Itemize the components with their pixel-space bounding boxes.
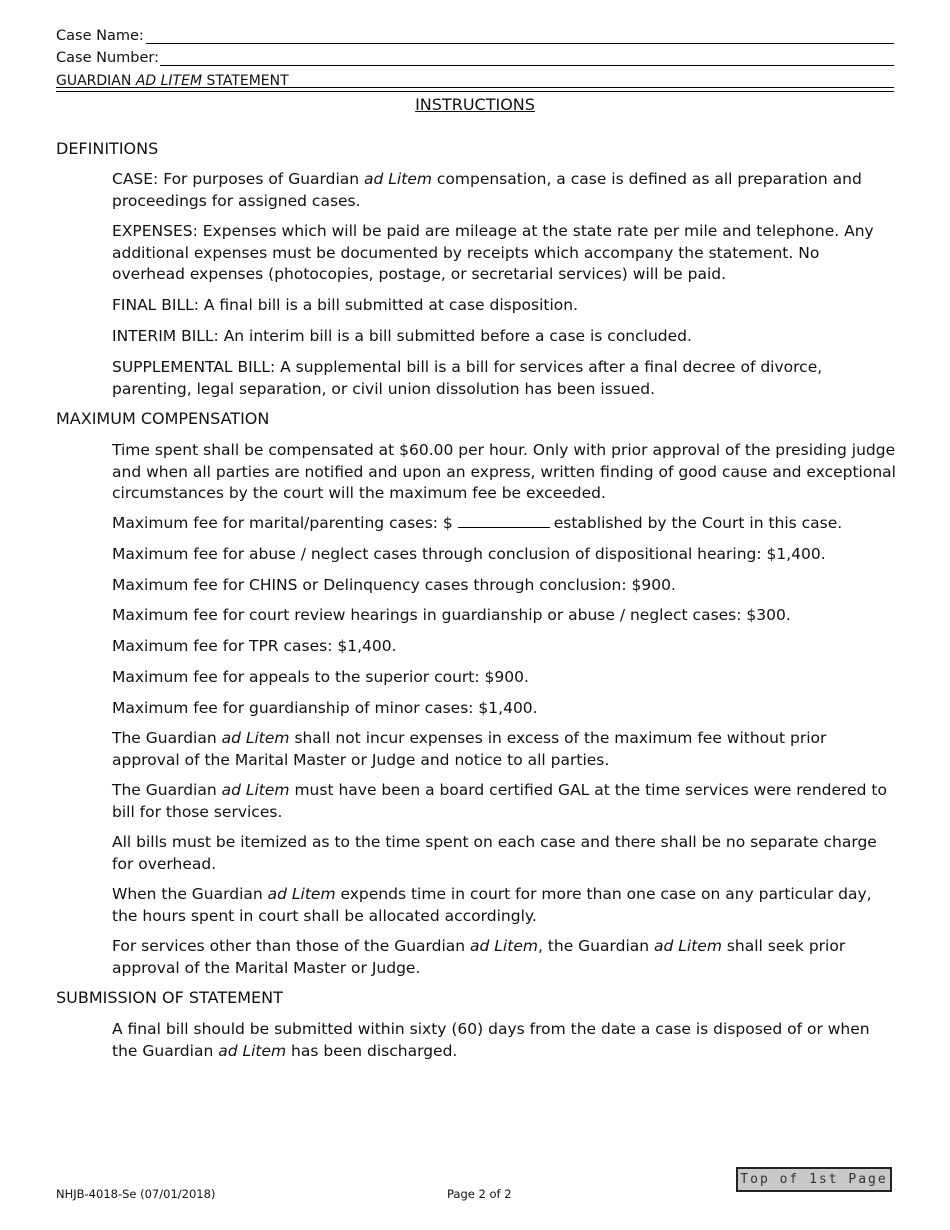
definition-case: CASE: For purposes of Guardian ad Litem compensation, a case is defined as all preparation and proceedings for assigned cases. [112, 170, 862, 210]
abuse-fee-line: Maximum fee for abuse / neglect cases through conclusion of dispositional hearing: $1,400. [112, 545, 826, 563]
definition-expenses: EXPENSES: Expenses which will be paid are mileage at the state rate per mile and telephone. Any additional expenses must be documented by receipts which accompany the statement. No overhead expenses (photocopies, postage, or secretarial services) will be paid. [112, 222, 874, 283]
case-name-field[interactable] [146, 43, 894, 44]
appeals-fee-line: Maximum fee for appeals to the superior court: $900. [112, 668, 529, 686]
marital-fee-line: Maximum fee for marital/parenting cases: $ established by the Court in this case. [112, 514, 843, 532]
definition-interim-bill: INTERIM BILL: An interim bill is a bill submitted before a case is concluded. [112, 327, 692, 345]
review-fee-line: Maximum fee for court review hearings in guardianship or abuse / neglect cases: $300. [112, 606, 791, 624]
statement-title: GUARDIAN AD LITEM STATEMENT [56, 73, 289, 89]
guardianship-fee-line: Maximum fee for guardianship of minor cases: $1,400. [112, 699, 538, 717]
section-definitions: DEFINITIONS [56, 139, 159, 158]
form-id: NHJB-4018-Se (07/01/2018) [56, 1187, 216, 1201]
page-title: INSTRUCTIONS [415, 95, 535, 114]
other-services-paragraph: For services other than those of the Guardian ad Litem, the Guardian ad Litem shall seek prior approval of the Marital Master or Judge. [112, 937, 846, 977]
certified-paragraph: The Guardian ad Litem must have been a board certified GAL at the time services were rendered to bill for those services. [112, 781, 887, 821]
page-number: Page 2 of 2 [447, 1187, 512, 1201]
definition-final-bill: FINAL BILL: A final bill is a bill submitted at case disposition. [112, 296, 579, 314]
case-name-label: Case Name: [56, 28, 144, 44]
time-spent-paragraph: Time spent shall be compensated at $60.00 per hour. Only with prior approval of the presiding judge and when all parties are notified and upon an express, written finding of good cause and exceptional circumstances by the court will the maximum fee be exceeded. [112, 441, 896, 502]
tpr-fee-line: Maximum fee for TPR cases: $1,400. [112, 637, 397, 655]
itemized-paragraph: All bills must be itemized as to the time spent on each case and there shall be no separate charge for overhead. [112, 833, 877, 873]
chins-fee-line: Maximum fee for CHINS or Delinquency cases through conclusion: $900. [112, 576, 676, 594]
definition-supplemental-bill: SUPPLEMENTAL BILL: A supplemental bill is a bill for services after a final decree of divorce, parenting, legal separation, or civil union dissolution has been issued. [112, 358, 823, 398]
top-of-first-page-button[interactable]: Top of 1st Page [736, 1167, 892, 1192]
case-number-label: Case Number: [56, 50, 159, 66]
marital-fee-field[interactable] [458, 513, 550, 528]
section-submission: SUBMISSION OF STATEMENT [56, 988, 283, 1007]
header-divider [56, 87, 894, 92]
court-time-paragraph: When the Guardian ad Litem expends time in court for more than one case on any particular day, the hours spent in court shall be allocated accordingly. [112, 885, 872, 925]
submission-paragraph: A final bill should be submitted within sixty (60) days from the date a case is disposed of or when the Guardian ad Litem has been discharged. [112, 1020, 870, 1060]
section-maximum-compensation: MAXIMUM COMPENSATION [56, 409, 270, 428]
case-number-field[interactable] [160, 65, 894, 66]
excess-paragraph: The Guardian ad Litem shall not incur expenses in excess of the maximum fee without prior approval of the Marital Master or Judge and notice to all parties. [112, 729, 827, 769]
